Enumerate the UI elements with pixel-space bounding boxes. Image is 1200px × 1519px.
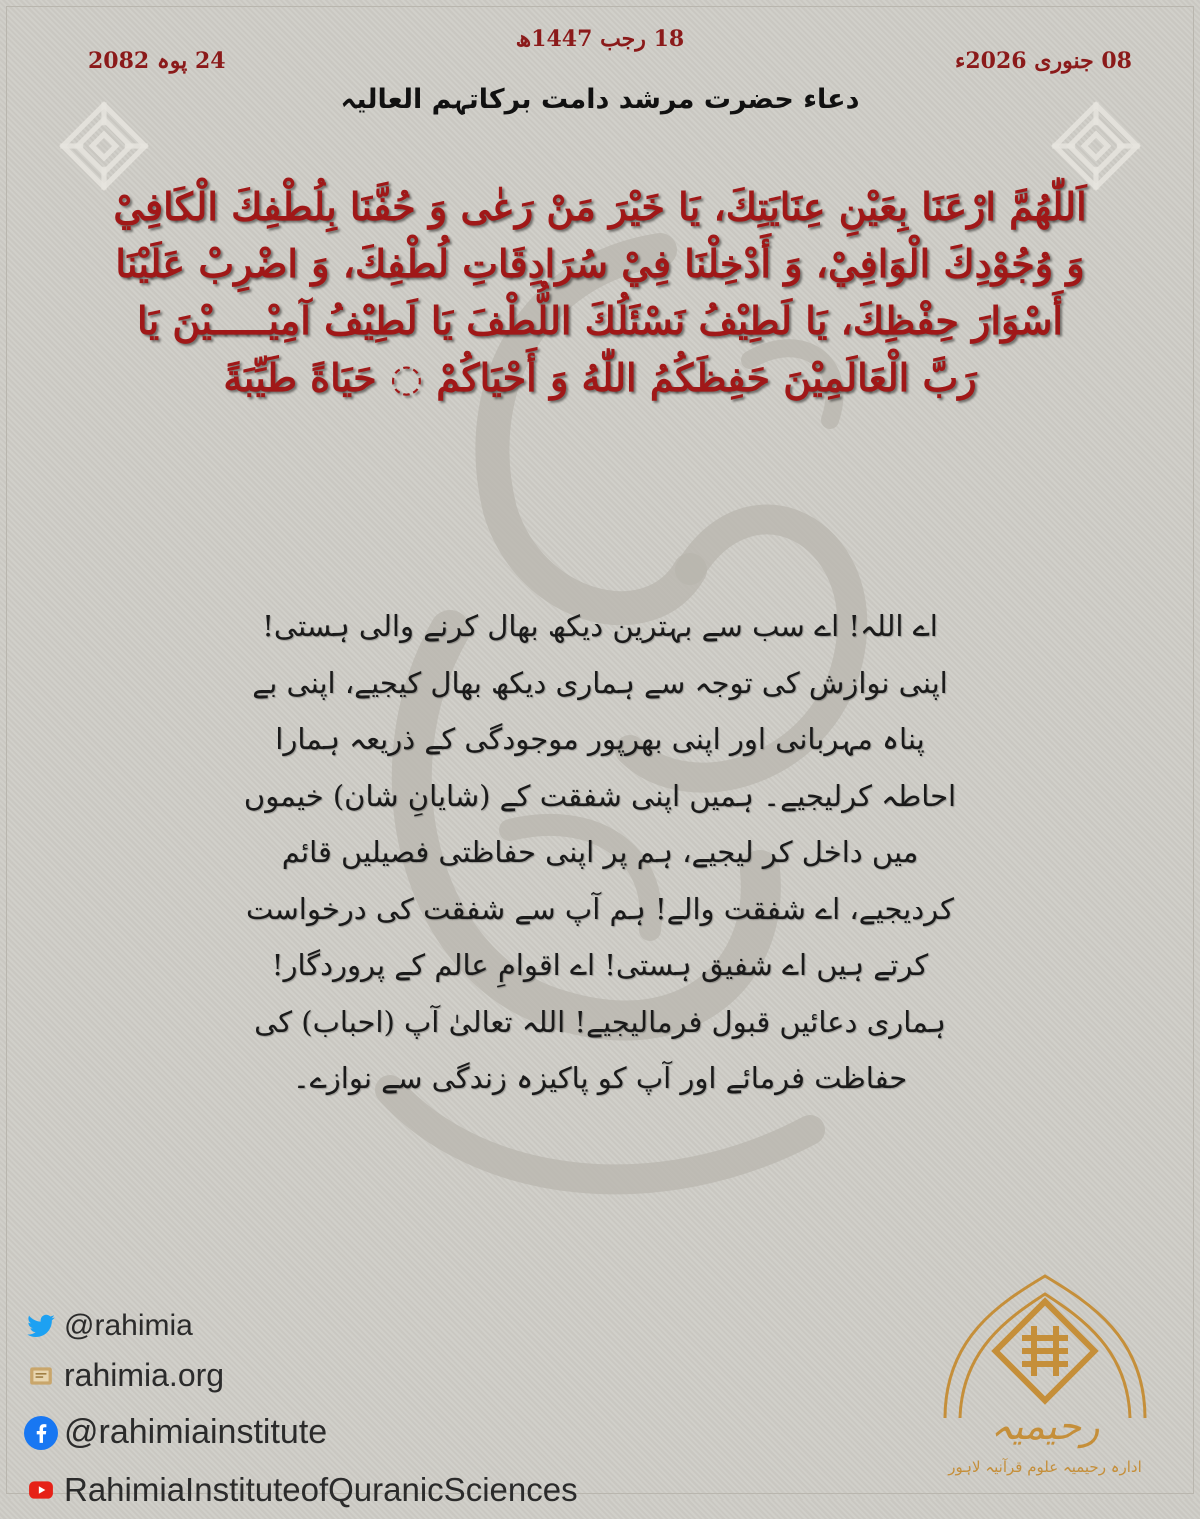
twitter-handle: @rahimia bbox=[64, 1309, 193, 1342]
urdu-translation-text: اے اللہ! اے سب سے بہترین دیکھ بھال کرنے والی ہستی! اپنی نوازش کی توجہ سے ہماری دیکھ بھال کیجیے، اپنی بے پناہ مہربانی اور اپنی بھرپور موجودگی کے ذریعہ ہمارا احاطہ کرلیجیے۔ ہمیں اپنی شفقت کے (شایانِ شان) خیموں میں داخل کر لیجیے، ہم پر اپنی حفاظتی فصیلیں قائم کردیجیے، اے شفقت والے! ہم آپ سے شفقت کی درخواست کرتے ہیں اے شفیق ہستی! اے اقوامِ عالم کے پروردگار! ہماری دعائیں قبول فرمالیجیے! اللہ تعالیٰ آپ (احباب) کی حفاظت فرمائے اور آپ کو پاکیزہ زندگی سے نوازے۔ bbox=[243, 609, 957, 1095]
date-gregorian: 08 جنوری 2026ء bbox=[955, 48, 1132, 74]
website-link[interactable] bbox=[24, 1348, 578, 1403]
website-url: rahimia.org bbox=[64, 1357, 225, 1393]
twitter-link[interactable] bbox=[24, 1306, 578, 1346]
date-bikrami: 24 پوہ 2082 bbox=[88, 48, 226, 74]
facebook-icon bbox=[24, 1416, 58, 1450]
twitter-icon bbox=[24, 1309, 58, 1343]
page-title: دعاء حضرت مرشد دامت برکاتہم العالیہ bbox=[340, 84, 860, 115]
youtube-channel: RahimiaInstituteofQuranicSciences bbox=[64, 1470, 578, 1508]
facebook-link[interactable] bbox=[24, 1405, 578, 1460]
youtube-icon bbox=[24, 1473, 58, 1507]
website-icon bbox=[24, 1359, 58, 1393]
youtube-link[interactable] bbox=[24, 1462, 578, 1517]
institute-logo bbox=[910, 1268, 1180, 1492]
date-hijri: 18 رجب 1447ھ bbox=[515, 26, 685, 52]
logo-wordmark: رحیمیہ bbox=[990, 1404, 1100, 1448]
social-links bbox=[24, 1306, 578, 1519]
dua-arabic-text: اَللّٰهُمَّ ارْعَنَا بِعَيْنِ عِنَايَتِكَ، يَا خَيْرَ مَنْ رَعٰى وَ حُفَّنَا بِلُطْفِكَ الْكَافِيْ وَ وُجُوْدِكَ الْوَافِيْ، وَ أَدْخِلْنَا فِيْ سُرَادِقَاتِ لُطْفِكَ، وَ اضْرِبْ عَلَيْنَا أَسْوَارَ حِفْظِكَ، يَا لَطِيْفُ نَسْئَلُكَ اللُّطْفَ يَا لَطِيْفُ آمِيْـــــيْنَ يَا رَبَّ الْعَالَمِيْنَ حَفِظَكُمُ اللّٰهُ وَ أَحْيَاكُمْ ◌ حَيَاةً طَيِّبَةً bbox=[113, 184, 1087, 400]
facebook-handle: @rahimiainstitute bbox=[64, 1413, 328, 1451]
logo-subtitle: ادارہ رحیمیہ علوم قرآنیہ لاہور bbox=[948, 1458, 1142, 1476]
